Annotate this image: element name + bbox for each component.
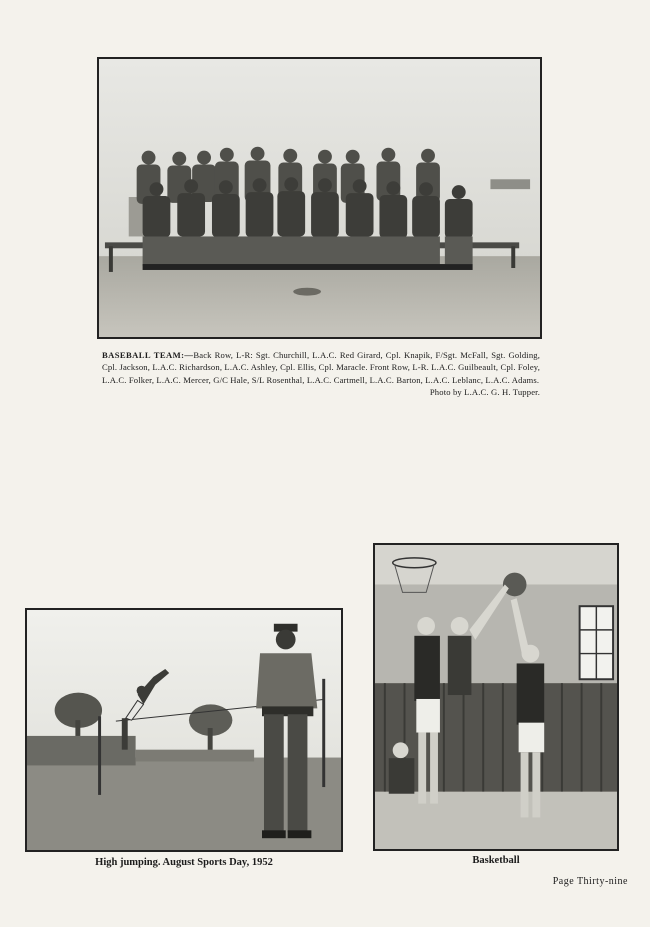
high-jump-photo [25,608,343,852]
baseball-caption-text: Back Row, L-R: Sgt. Churchill, L.A.C. Red Girard, Cpl. Knapik, F/Sgt. McFall, Sgt. Golding, Cpl. Jackson, L.A.C. Richardson, L.A.C. Ashley, Cpl. Ellis, Cpl. Maracle. Front Row, L-R. L.A.C. Guilbeault, Cpl. Foley, L.A.C. Folker, L.A.C. Mercer, G/C Hale, S/L Rosenthal, L.A.C. Cartmell, L.A.C. Barton, L.A.C. Leblanc, L.A.C. Adams. [102,350,541,385]
high-jump-caption: High jumping. August Sports Day, 1952 [95,857,273,868]
basketball-photo [373,543,619,851]
photo-credit: Photo by L.A.C. G. H. Tupper. [429,387,540,398]
baseball-team-photo [97,57,542,339]
baseball-caption-title: BASEBALL TEAM:— [102,350,194,360]
basketball-caption: Basketball [472,855,520,866]
baseball-team-caption [102,349,540,399]
page-number: Page Thirty-nine [552,876,628,887]
